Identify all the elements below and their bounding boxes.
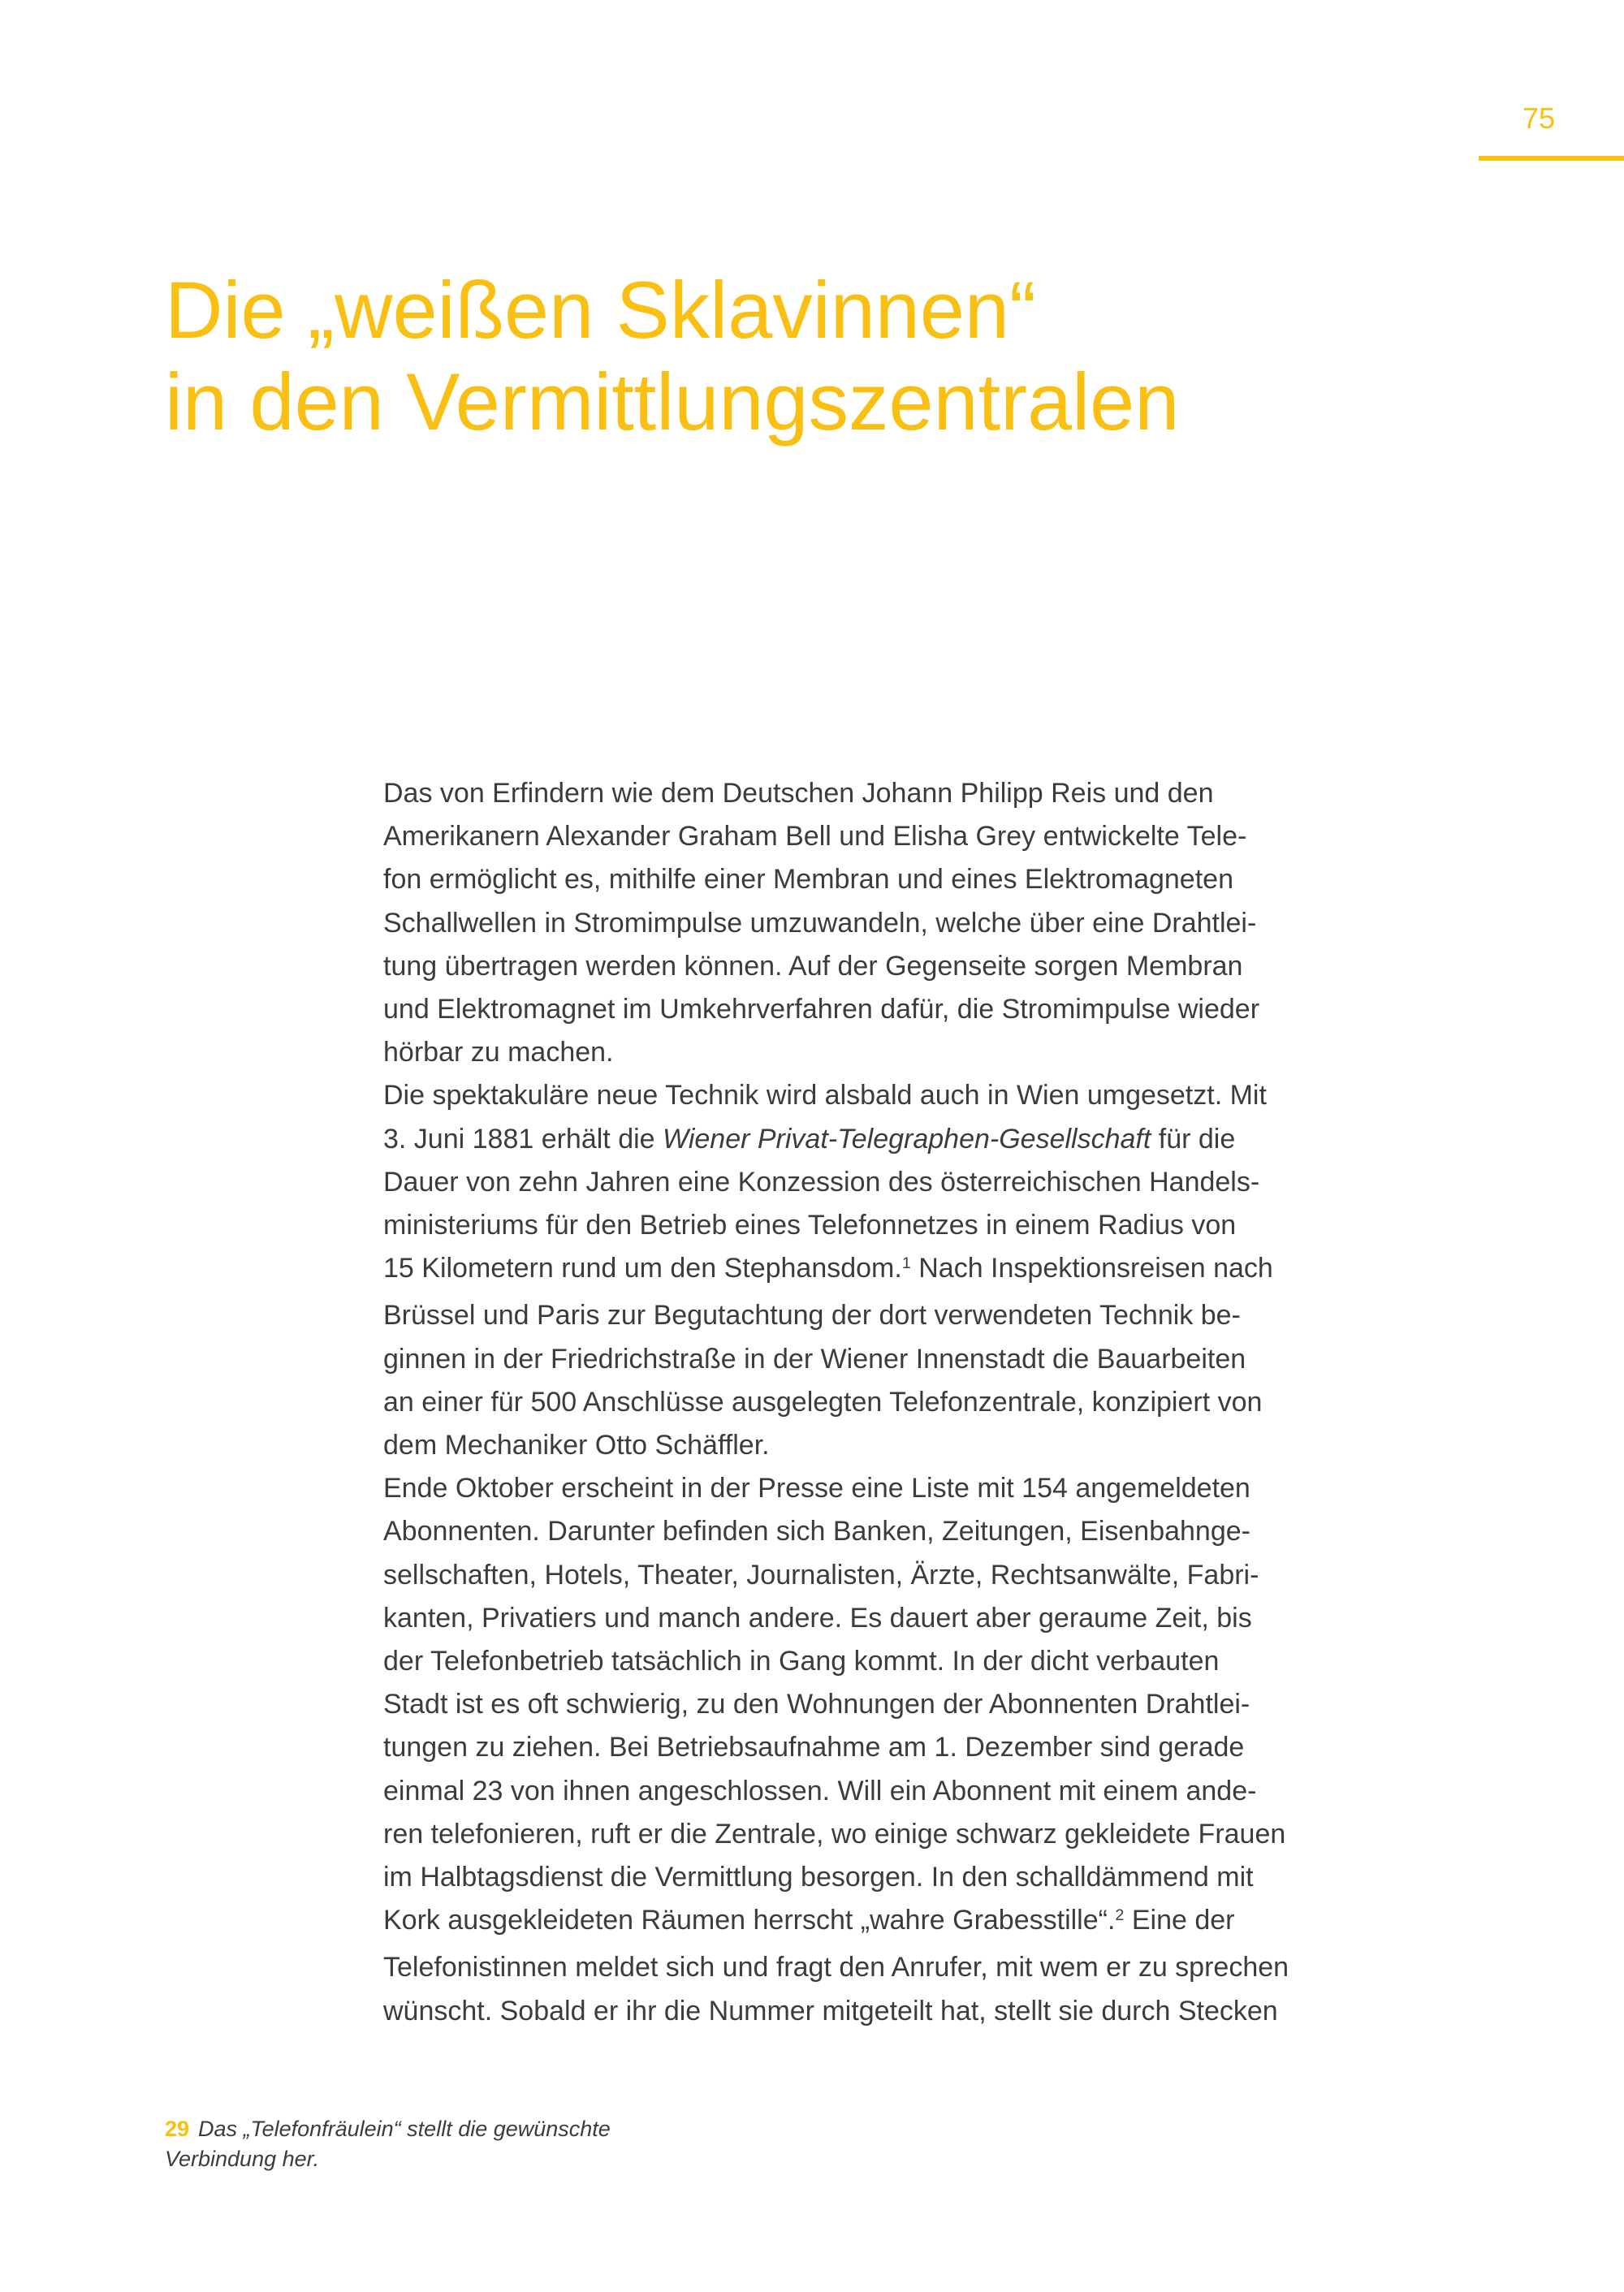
body-text-segment: Ende Oktober erscheint in der Presse eine Liste mit 154 angemeldeten [383, 1473, 1250, 1504]
figure-number: 29 [165, 2117, 190, 2141]
body-text-line [383, 1074, 1475, 1117]
body-text-line [383, 1031, 1475, 1074]
body-text-segment: dem Mechaniker Otto Schäffler. [383, 1430, 770, 1461]
body-text-segment: fon ermöglicht es, mithilfe einer Membran und eines Elektromagneten [383, 864, 1233, 896]
body-text-line [383, 1597, 1475, 1640]
page-number: 75 [1522, 101, 1555, 135]
body-text-line [383, 1294, 1475, 1337]
body-text-segment: Wiener Privat-Telegraphen-Gesellschaft [663, 1123, 1151, 1155]
body-text-segment: 15 Kilometern rund um den Stephansdom. [383, 1253, 902, 1284]
body-text-line [383, 1554, 1475, 1597]
body-text-line [383, 1338, 1475, 1381]
figure-caption-line-1 [165, 2114, 611, 2144]
header-rule [1479, 156, 1624, 161]
body-text-segment: Abonnenten. Darunter befinden sich Banken, Zeitungen, Eisenbahnge- [383, 1516, 1250, 1547]
body-text-line [383, 1381, 1475, 1424]
body-text-segment: hörbar zu machen. [383, 1037, 614, 1068]
body-text-segment: Dauer von zehn Jahren eine Konzession des österreichischen Handels- [383, 1166, 1260, 1198]
chapter-title-line-1: Die „weißen Sklavinnen“ [165, 265, 1036, 355]
body-text-line [383, 1770, 1475, 1813]
body-text-segment: ren telefonieren, ruft er die Zentrale, wo einige schwarz gekleidete Frauen [383, 1818, 1286, 1850]
body-text-line [383, 1204, 1475, 1247]
body-text-segment: Die spektakuläre neue Technik wird alsbald auch in Wien umgesetzt. Mit [383, 1080, 1267, 1111]
body-text-segment: wünscht. Sobald er ihr die Nummer mitgeteilt hat, stellt sie durch Stecken [383, 1995, 1278, 2027]
body-text-line [383, 902, 1475, 945]
body-text-segment: Amerikanern Alexander Graham Bell und Elisha Grey entwickelte Tele- [383, 821, 1247, 852]
body-text-line [383, 945, 1475, 988]
body-text-segment: Schallwellen in Stromimpulse umzuwandeln, welche über eine Drahtlei- [383, 907, 1257, 939]
body-text-segment: tungen zu ziehen. Bei Betriebsaufnahme am 1. Dezember sind gerade [383, 1732, 1245, 1763]
body-text-segment: Eine der [1124, 1905, 1235, 1936]
body-text-segment: 3. Juni 1881 erhält die [383, 1123, 663, 1155]
body-text-line [383, 815, 1475, 858]
body-text-segment: sellschaften, Hotels, Theater, Journalisten, Ärzte, Rechtsanwälte, Fabri- [383, 1559, 1259, 1591]
body-text-line [383, 1161, 1475, 1204]
body-text-line [383, 1118, 1475, 1161]
figure-caption-text: Das „Telefonfräulein“ stellt die gewünschte [198, 2117, 611, 2141]
body-text-line [383, 1247, 1475, 1294]
body-text-segment: an einer für 500 Anschlüsse ausgelegten Telefonzentrale, konzipiert von [383, 1386, 1263, 1418]
body-text-segment: für die [1151, 1123, 1236, 1155]
body-text-line [383, 1990, 1475, 2033]
footnote-marker: 2 [1115, 1906, 1125, 1925]
chapter-title [165, 264, 1179, 447]
body-text-segment: Brüssel und Paris zur Begutachtung der dort verwendeten Technik be- [383, 1300, 1241, 1332]
body-text-line [383, 1726, 1475, 1769]
body-text-segment: Das von Erfindern wie dem Deutschen Johann Philipp Reis und den [383, 778, 1214, 809]
body-text [383, 772, 1475, 2033]
body-text-segment: im Halbtagsdienst die Vermittlung besorgen. In den schalldämmend mit [383, 1862, 1254, 1893]
body-text-line [383, 772, 1475, 815]
body-text-line [383, 1946, 1475, 1989]
body-text-segment: ministeriums für den Betrieb eines Telefonnetzes in einem Radius von [383, 1210, 1237, 1241]
chapter-title-line-2: in den Vermittlungszentralen [165, 356, 1180, 447]
body-text-segment: Kork ausgekleideten Räumen herrscht „wahre Grabesstille“. [383, 1905, 1116, 1936]
body-text-line [383, 988, 1475, 1031]
body-text-segment: ginnen in der Friedrichstraße in der Wiener Innenstadt die Bauarbeiten [383, 1343, 1246, 1375]
footnote-marker: 1 [901, 1254, 911, 1273]
figure-caption [165, 2114, 611, 2174]
body-text-segment: Telefonistinnen meldet sich und fragt den Anrufer, mit wem er zu sprechen [383, 1952, 1289, 1983]
body-text-line [383, 1899, 1475, 1946]
body-text-segment: tung übertragen werden können. Auf der Gegenseite sorgen Membran [383, 950, 1243, 982]
body-text-line [383, 1813, 1475, 1856]
body-text-line [383, 1856, 1475, 1899]
body-text-segment: kanten, Privatiers und manch andere. Es dauert aber geraume Zeit, bis [383, 1602, 1252, 1634]
body-text-line [383, 858, 1475, 901]
body-text-line [383, 1467, 1475, 1510]
figure-caption-line-2: Verbindung her. [165, 2147, 320, 2171]
body-text-segment: Stadt ist es oft schwierig, zu den Wohnungen der Abonnenten Drahtlei- [383, 1689, 1250, 1720]
body-text-segment: der Telefonbetrieb tatsächlich in Gang kommt. In der dicht verbauten [383, 1646, 1220, 1677]
body-text-line [383, 1424, 1475, 1467]
body-text-line [383, 1510, 1475, 1553]
body-text-segment: Nach Inspektionsreisen nach [910, 1253, 1273, 1284]
body-text-segment: und Elektromagnet im Umkehrverfahren dafür, die Stromimpulse wieder [383, 994, 1260, 1025]
body-text-segment: einmal 23 von ihnen angeschlossen. Will ein Abonnent mit einem ande- [383, 1775, 1257, 1806]
body-text-line [383, 1640, 1475, 1683]
body-text-line [383, 1683, 1475, 1726]
